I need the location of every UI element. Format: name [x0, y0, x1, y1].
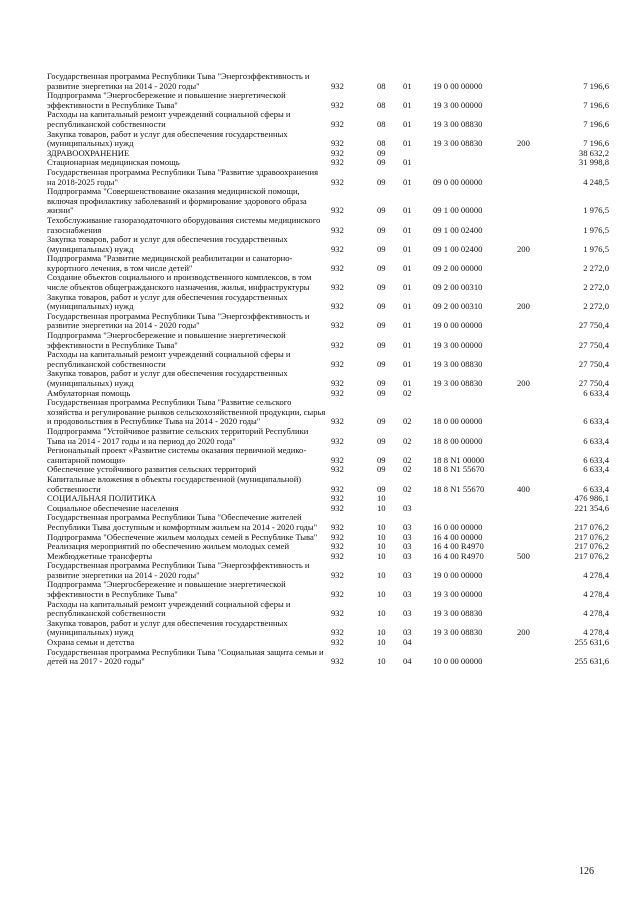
row-ved-code: 932 [331, 224, 344, 235]
row-ved-code: 932 [331, 138, 344, 149]
row-ved-code: 932 [331, 435, 344, 446]
row-target-article: 09 1 00 02400 [433, 243, 483, 254]
row-ved-code: 932 [331, 627, 344, 638]
row-ved-code: 932 [331, 608, 344, 619]
row-expense-type [517, 465, 551, 475]
row-name: Обеспечение устойчивого развития сельских территорий [47, 464, 257, 475]
row-name: Амбулаторная помощь [47, 387, 131, 398]
row-ved-code: 932 [331, 569, 344, 580]
table-row [47, 130, 609, 149]
row-subsection-code: 02 [403, 483, 412, 494]
table-row [47, 648, 609, 667]
row-subsection-code: 01 [403, 224, 412, 235]
row-amount: 6 633,4 [583, 464, 609, 475]
row-subsection-code: 02 [403, 435, 412, 446]
row-section-code: 10 [377, 521, 386, 532]
row-ved-code: 932 [331, 493, 344, 504]
row-expense-type: 200 [517, 378, 530, 388]
row-ved-code: 932 [331, 502, 344, 513]
row-target-article: 18 0 00 00000 [433, 416, 483, 427]
row-expense-type [517, 350, 551, 369]
row-expense-type [517, 513, 551, 532]
row-target-article: 18 8 00 00000 [433, 435, 483, 446]
row-expense-type [517, 158, 551, 168]
row-section-code: 09 [377, 147, 386, 158]
row-amount: 27 750,4 [578, 358, 609, 369]
row-subsection-code: 01 [403, 157, 412, 168]
row-name: Закупка товаров, работ и услуг для обеспечения государственных (муниципальных) нужд [47, 368, 288, 388]
row-ved-code: 932 [331, 550, 344, 561]
row-ved-code: 932 [331, 387, 344, 398]
row-ved-code: 932 [331, 378, 344, 388]
row-name: Подпрограмма "Совершенствование оказания медицинской помощи, включая профилактику заболеваний и формирование здорового образа жизни" [47, 186, 307, 216]
row-amount: 27 750,4 [578, 320, 609, 331]
row-name: Закупка товаров, работ и услуг для обеспечения государственных (муниципальных) нужд [47, 291, 288, 312]
row-ved-code: 932 [331, 589, 344, 600]
row-amount: 6 633,4 [583, 416, 609, 427]
table-row [47, 475, 609, 494]
row-expense-type: 200 [517, 627, 530, 638]
row-section-code: 09 [377, 262, 386, 273]
row-expense-type [517, 72, 551, 91]
row-target-article: 18 8 N1 55670 [433, 464, 485, 475]
row-section-code: 09 [377, 224, 386, 235]
row-name: Техобслуживание газоразодаточного оборудования системы медицинского газоснабжения [47, 214, 321, 235]
row-section-code: 10 [377, 550, 386, 561]
row-target-article [433, 494, 517, 504]
row-expense-type: 200 [517, 301, 530, 312]
row-section-code: 09 [377, 378, 386, 388]
row-ved-code: 932 [331, 483, 344, 494]
row-subsection-code: 02 [403, 416, 412, 427]
row-expense-type [517, 561, 551, 580]
row-subsection-code: 03 [403, 531, 412, 542]
table-row [47, 312, 609, 331]
row-subsection-code: 03 [403, 502, 412, 513]
row-subsection-code: 01 [403, 243, 412, 254]
row-amount: 217 076,2 [574, 550, 609, 561]
row-expense-type: 500 [517, 550, 530, 561]
row-amount: 255 631,6 [574, 656, 609, 667]
row-ved-code: 932 [331, 205, 344, 216]
table-row [47, 350, 609, 369]
table-row [47, 168, 609, 187]
row-subsection-code: 02 [403, 464, 412, 475]
row-section-code: 10 [377, 589, 386, 600]
row-name: Государственная программа Республики Тыва "Энергоэффективность и развитие энергетики на 2014 - 2020 годы" [47, 560, 310, 580]
row-name: Подпрограмма "Устойчивое развитие сельских территорий Республики Тыва на 2014 - 2017 годы и на период до 2020 года" [47, 425, 309, 446]
row-expense-type [517, 446, 551, 465]
table-row [47, 235, 609, 254]
row-target-article: 16 0 00 00000 [433, 521, 483, 532]
row-subsection-code: 01 [403, 205, 412, 216]
row-ved-code: 932 [331, 464, 344, 475]
row-section-code: 09 [377, 205, 386, 216]
row-expense-type [517, 273, 551, 292]
row-amount: 7 196,6 [583, 99, 609, 110]
row-subsection-code: 02 [403, 387, 412, 398]
row-name: Государственная программа Республики Тыва "Развитие здравоохранения на 2018-2025 годы" [47, 166, 319, 187]
row-expense-type: 200 [517, 243, 530, 254]
row-target-article [433, 149, 517, 159]
row-target-article: 16 4 00 R4970 [433, 541, 484, 552]
row-subsection-code: 01 [403, 358, 412, 369]
row-expense-type [517, 331, 551, 350]
budget-table-body [47, 72, 609, 667]
row-section-code: 10 [377, 656, 386, 667]
row-ved-code: 932 [331, 339, 344, 350]
row-target-article: 19 3 00 08830 [433, 358, 483, 369]
row-amount: 6 633,4 [583, 454, 609, 465]
row-name: Создание объектов социального и производственного комплексов, в том числе объектов общегражданского назначения, жилья, инфраструктуры [47, 272, 312, 293]
row-expense-type [517, 398, 551, 427]
row-target-article: 19 0 00 00000 [433, 320, 483, 331]
row-amount: 38 632,2 [578, 147, 609, 158]
row-expense-type [517, 648, 551, 667]
table-row [47, 331, 609, 350]
row-amount: 4 248,5 [583, 176, 609, 187]
row-expense-type [517, 149, 551, 159]
row-subsection-code: 03 [403, 521, 412, 532]
row-name: Государственная программа Республики Тыва "Энергоэффективность и развитие энергетики на 2014 - 2020 годы" [47, 310, 310, 331]
row-amount: 27 750,4 [578, 378, 609, 388]
row-target-article: 16 4 00 00000 [433, 531, 483, 542]
table-row [47, 619, 609, 638]
row-ved-code: 932 [331, 301, 344, 312]
row-section-code: 09 [377, 483, 386, 494]
row-expense-type [517, 533, 551, 543]
row-subsection-code: 03 [403, 569, 412, 580]
row-name: Межбюджетные трансферты [47, 550, 153, 561]
row-section-code: 09 [377, 387, 386, 398]
row-expense-type [517, 187, 551, 216]
row-name: ЗДРАВООХРАНЕНИЕ [47, 147, 130, 158]
row-expense-type [517, 254, 551, 273]
row-ved-code: 932 [331, 282, 344, 293]
row-subsection-code: 01 [403, 282, 412, 293]
row-ved-code: 932 [331, 454, 344, 465]
row-ved-code: 932 [331, 99, 344, 110]
row-section-code: 10 [377, 627, 386, 638]
row-name: Расходы на капитальный ремонт учреждений социальной сферы и республиканской собственности [47, 109, 291, 129]
row-expense-type [517, 638, 551, 648]
row-expense-type [517, 168, 551, 187]
row-expense-type [517, 600, 551, 619]
row-amount: 255 631,6 [574, 637, 609, 648]
row-ved-code: 932 [331, 541, 344, 552]
row-amount: 221 354,6 [574, 502, 609, 513]
row-expense-type [517, 580, 551, 599]
row-section-code: 09 [377, 464, 386, 475]
table-row [47, 580, 609, 599]
row-subsection-code: 03 [403, 627, 412, 638]
row-section-code: 10 [377, 493, 386, 504]
row-expense-type [517, 389, 551, 399]
row-section-code: 10 [377, 608, 386, 619]
row-target-article: 19 3 00 00000 [433, 589, 483, 600]
row-amount: 2 272,0 [583, 262, 609, 273]
table-row [47, 398, 609, 427]
row-section-code: 09 [377, 282, 386, 293]
row-ved-code: 932 [331, 243, 344, 254]
row-name: Расходы на капитальный ремонт учреждений социальной сферы и республиканской собственности [47, 598, 291, 619]
row-section-code: 09 [377, 454, 386, 465]
row-section-code: 08 [377, 118, 386, 129]
row-section-code: 09 [377, 320, 386, 331]
row-ved-code: 932 [331, 637, 344, 648]
row-subsection-code: 04 [403, 637, 412, 648]
row-subsection-code: 01 [403, 99, 412, 110]
row-amount: 7 196,6 [583, 80, 609, 91]
row-name: Государственная программа Республики Тыва "Социальная защита семьи и детей на 2017 - 2020 годы" [47, 646, 324, 667]
row-section-code: 10 [377, 531, 386, 542]
page-number: 126 [579, 866, 594, 877]
row-subsection-code: 04 [403, 656, 412, 667]
row-subsection-code: 01 [403, 118, 412, 129]
table-row [47, 513, 609, 532]
row-ved-code: 932 [331, 320, 344, 331]
row-name: Расходы на капитальный ремонт учреждений социальной сферы и республиканской собственности [47, 349, 291, 369]
row-target-article [433, 504, 517, 514]
row-ved-code: 932 [331, 262, 344, 273]
row-expense-type [517, 312, 551, 331]
row-subsection-code: 03 [403, 541, 412, 552]
row-amount: 217 076,2 [574, 531, 609, 542]
row-section-code: 10 [377, 569, 386, 580]
row-name: СОЦИАЛЬНАЯ ПОЛИТИКА [47, 493, 157, 504]
row-target-article: 09 2 00 00310 [433, 282, 483, 293]
row-target-article [433, 389, 517, 399]
row-expense-type [517, 110, 551, 129]
row-target-article: 19 0 00 00000 [433, 80, 483, 91]
row-subsection-code: 01 [403, 176, 412, 187]
row-subsection-code: 01 [403, 138, 412, 149]
row-section-code: 09 [377, 358, 386, 369]
row-ved-code: 932 [331, 80, 344, 91]
row-subsection-code: 01 [403, 339, 412, 350]
row-section-code: 09 [377, 416, 386, 427]
row-name: Реализация мероприятий по обеспечению жильем молодых семей [47, 541, 290, 552]
row-name: Охрана семьи и детства [47, 637, 135, 648]
table-row [47, 293, 609, 312]
row-ved-code: 932 [331, 118, 344, 129]
row-target-article: 18 8 N1 55670 [433, 483, 485, 494]
table-row [47, 110, 609, 129]
row-name: Подпрограмма "Энергосбережение и повышение энергетической эффективности в Республике Тыва" [47, 579, 286, 600]
row-name: Региональный проект «Развитие системы оказания первичной медико-санитарной помощи» [47, 445, 307, 465]
row-name: Закупка товаров, работ и услуг для обеспечения государственных (муниципальных) нужд [47, 128, 288, 149]
row-section-code: 10 [377, 541, 386, 552]
row-target-article: 19 3 00 08830 [433, 627, 483, 638]
row-subsection-code: 01 [403, 80, 412, 91]
row-amount: 1 976,5 [583, 205, 609, 216]
row-name: Подпрограмма "Обеспечение жильем молодых семей в Республике Тыва" [47, 531, 318, 542]
row-section-code: 09 [377, 243, 386, 254]
row-amount: 6 633,4 [583, 435, 609, 446]
row-subsection-code: 03 [403, 608, 412, 619]
row-section-code: 09 [377, 301, 386, 312]
row-section-code: 08 [377, 138, 386, 149]
row-target-article: 19 0 00 00000 [433, 569, 483, 580]
row-target-article [433, 158, 517, 168]
row-section-code: 10 [377, 502, 386, 513]
row-name: Государственная программа Республики Тыва "Обеспечение жителей Республики Тыва доступным и комфортным жильем на 2014 - 2020 годы" [47, 512, 318, 532]
row-section-code: 09 [377, 339, 386, 350]
row-ved-code: 932 [331, 358, 344, 369]
row-name: Подпрограмма "Развитие медицинской реабилитации и санаторно-курортного лечения, в том числе детей" [47, 253, 293, 273]
row-amount: 4 278,4 [583, 569, 609, 580]
row-amount: 2 272,0 [583, 282, 609, 293]
row-target-article: 19 3 00 08830 [433, 378, 483, 388]
row-name: Закупка товаров, работ и услуг для обеспечения государственных (муниципальных) нужд [47, 234, 288, 254]
row-subsection-code: 02 [403, 454, 412, 465]
row-name: Государственная программа Республики Тыва "Развитие сельского хозяйства и регулирование рынков сельскохозяйственной продукции, сырья и продовольствия в Республике Тыва на 2014 - 2020 годы" [47, 397, 326, 427]
row-target-article: 19 3 00 08830 [433, 138, 483, 149]
row-ved-code: 932 [331, 157, 344, 168]
row-expense-type [517, 494, 551, 504]
table-row [47, 216, 609, 235]
row-subsection-code: 01 [403, 320, 412, 331]
row-ved-code: 932 [331, 416, 344, 427]
row-target-article: 18 8 N1 00000 [433, 454, 485, 465]
table-row [47, 427, 609, 446]
table-row [47, 273, 609, 292]
row-section-code: 10 [377, 637, 386, 648]
row-subsection-code: 01 [403, 301, 412, 312]
row-ved-code: 932 [331, 147, 344, 158]
table-row [47, 91, 609, 110]
row-target-article: 16 4 00 R4970 [433, 550, 484, 561]
row-expense-type [517, 91, 551, 110]
row-amount: 2 272,0 [583, 301, 609, 312]
row-expense-type: 400 [517, 483, 530, 494]
row-section-code: 09 [377, 176, 386, 187]
row-amount: 31 998,8 [578, 157, 609, 168]
table-row [47, 600, 609, 619]
table-row [47, 254, 609, 273]
row-amount: 1 976,5 [583, 224, 609, 235]
row-section-code: 08 [377, 99, 386, 110]
row-expense-type: 200 [517, 138, 530, 149]
row-name: Закупка товаров, работ и услуг для обеспечения государственных (муниципальных) нужд [47, 617, 288, 638]
row-name: Капитальные вложения в объекты государственной (муниципальной) собственности [47, 473, 302, 494]
row-target-article: 19 3 00 08830 [433, 608, 483, 619]
row-section-code: 08 [377, 80, 386, 91]
row-name: Подпрограмма "Энергосбережение и повышение энергетической эффективности в Республике Тыва" [47, 90, 286, 110]
row-target-article: 19 3 00 08830 [433, 118, 483, 129]
row-amount: 6 633,4 [583, 483, 609, 494]
row-target-article: 09 2 00 00310 [433, 301, 483, 312]
table-row [47, 446, 609, 465]
row-amount: 217 076,2 [574, 541, 609, 552]
budget-table [47, 72, 609, 667]
row-expense-type [517, 504, 551, 514]
row-target-article: 19 3 00 00000 [433, 99, 483, 110]
row-subsection-code: 03 [403, 550, 412, 561]
row-expense-type [517, 427, 551, 446]
row-amount: 6 633,4 [583, 387, 609, 398]
table-row [47, 561, 609, 580]
row-ved-code: 932 [331, 656, 344, 667]
row-name: Стационарная медицинская помощь [47, 157, 180, 168]
row-amount: 4 278,4 [583, 608, 609, 619]
row-target-article: 09 0 00 00000 [433, 176, 483, 187]
row-amount: 7 196,6 [583, 138, 609, 149]
row-ved-code: 932 [331, 531, 344, 542]
row-target-article: 09 1 00 00000 [433, 205, 483, 216]
row-section-code: 09 [377, 157, 386, 168]
table-row [47, 369, 609, 388]
row-target-article: 09 2 00 00000 [433, 262, 483, 273]
row-amount: 27 750,4 [578, 339, 609, 350]
row-target-article [433, 638, 517, 648]
row-section-code: 09 [377, 435, 386, 446]
row-amount: 476 986,1 [574, 493, 609, 504]
row-subsection-code: 03 [403, 589, 412, 600]
row-amount: 217 076,2 [574, 521, 609, 532]
row-name: Государственная программа Республики Тыва "Энергоэффективность и развитие энергетики на 2014 - 2020 годы" [47, 71, 310, 91]
row-amount: 4 278,4 [583, 589, 609, 600]
row-expense-type [517, 216, 551, 235]
table-row [47, 187, 609, 216]
row-name: Подпрограмма "Энергосбережение и повышение энергетической эффективности в Республике Тыва" [47, 330, 286, 350]
row-amount: 4 278,4 [583, 627, 609, 638]
row-ved-code: 932 [331, 521, 344, 532]
row-ved-code: 932 [331, 176, 344, 187]
row-target-article: 19 3 00 00000 [433, 339, 483, 350]
row-target-article: 09 1 00 02400 [433, 224, 483, 235]
table-row [47, 72, 609, 91]
row-subsection-code: 01 [403, 262, 412, 273]
row-name: Социальное обеспечение населения [47, 502, 179, 513]
row-amount: 7 196,6 [583, 118, 609, 129]
row-target-article: 10 0 00 00000 [433, 656, 483, 667]
row-subsection-code: 01 [403, 378, 412, 388]
row-amount: 1 976,5 [583, 243, 609, 254]
